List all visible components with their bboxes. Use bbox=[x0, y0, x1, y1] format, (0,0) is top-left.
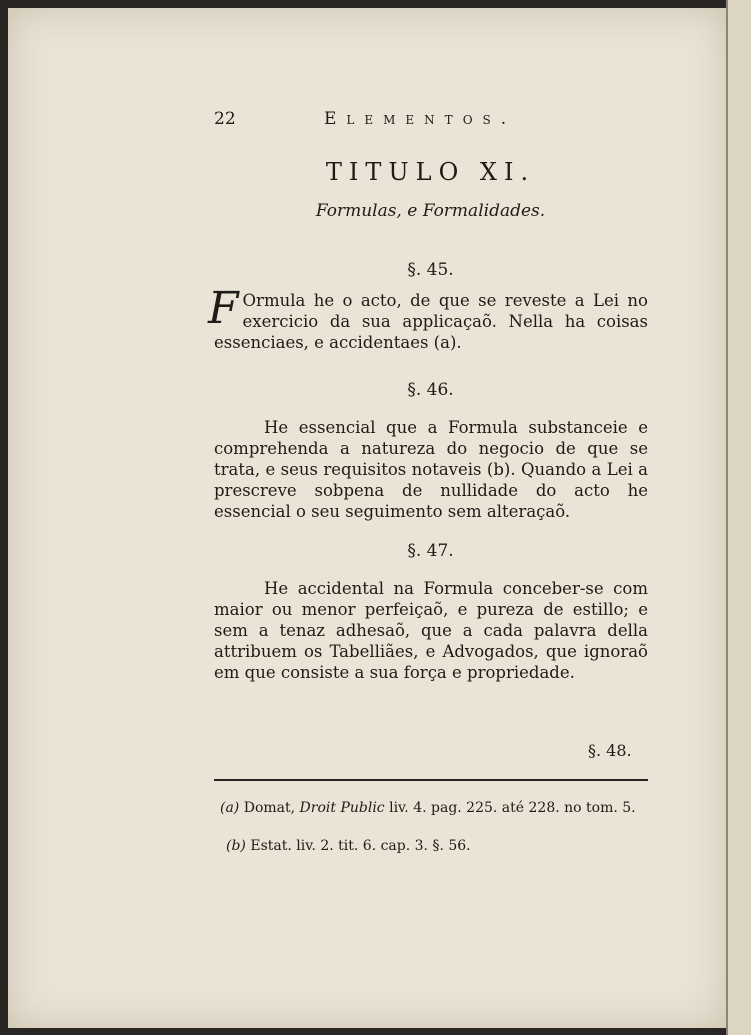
footnote-rule bbox=[214, 779, 648, 781]
page-number: 22 bbox=[214, 109, 236, 129]
section-number-45: §. 45. bbox=[407, 260, 454, 280]
section-45-body: Ormula he o acto, de que se reveste a Lei no exercicio da sua applicaçaõ. Nella ha coisas essenciaes, e accidentaes (a). bbox=[214, 291, 648, 352]
chapter-heading: TITULO XI. bbox=[325, 158, 536, 186]
chapter-subtitle: Formulas, e Formalidades. bbox=[315, 201, 546, 221]
running-title: Elementos. bbox=[324, 109, 517, 129]
footnote-b bbox=[220, 838, 650, 855]
drop-cap: F bbox=[208, 283, 239, 334]
footnote-a-mark: (a) bbox=[220, 800, 240, 816]
section-46-text: He essencial que a Formula substanceie e comprehenda a natureza do negocio de que se trata, e seus requisitos notaveis (b). Quando a Lei a prescreve sobpena de nullidade do acto he essencial o seu seguimento sem alteraçaõ. bbox=[214, 418, 648, 521]
section-47-text: He accidental na Formula conceber-se com maior ou menor perfeiçaõ, e pureza de estillo; e sem a tenaz adhesaõ, que a cada palavra della attribuem os Tabelliães, e Advogados, que ignoraõ em que consiste a sua força e propriedade. bbox=[214, 579, 648, 682]
footnote-b-text: Estat. liv. 2. tit. 6. cap. 3. §. 56. bbox=[250, 838, 471, 854]
section-number-47: §. 47. bbox=[407, 541, 454, 561]
footnote-a-author: Domat, bbox=[243, 800, 296, 816]
footnote-b-mark: (b) bbox=[226, 838, 246, 854]
section-number-46: §. 46. bbox=[407, 380, 454, 400]
footnote-a-work: Droit Public bbox=[299, 800, 385, 816]
adjacent-page-edge bbox=[726, 0, 751, 1035]
book-page bbox=[8, 8, 726, 1028]
footnote-a-rest: liv. 4. pag. 225. até 228. no tom. 5. bbox=[389, 800, 636, 816]
footnote-a bbox=[220, 800, 650, 817]
section-45-text bbox=[208, 283, 648, 353]
catchword: §. 48. bbox=[588, 741, 632, 760]
